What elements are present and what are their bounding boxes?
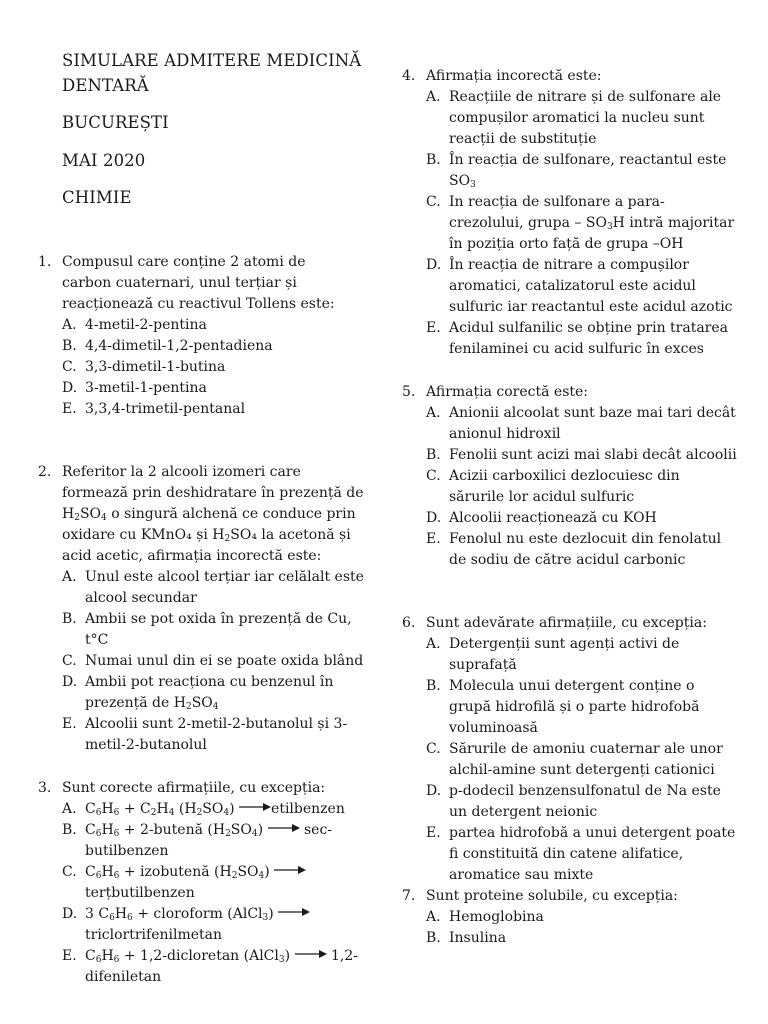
option-text: In reacția de sulfonare a para-crezolului, grupa – $SO_3H$ intră majoritar în poziția orto față de grupa –OH xyxy=(449,194,735,252)
option-text: $C_6H_6$ + 2-butenă $(H_2SO_4)$ sec-butilbenzen xyxy=(85,822,333,859)
question-number: 7. xyxy=(402,888,416,904)
option-a xyxy=(402,907,737,928)
option-a xyxy=(38,567,368,609)
question-2 xyxy=(38,462,368,756)
option-letter: A. xyxy=(62,801,77,817)
option-letter: C. xyxy=(62,653,77,669)
option-letter: E. xyxy=(62,401,77,417)
exam-title-line2: DENTARĂ xyxy=(62,76,149,95)
option-list xyxy=(38,315,348,420)
option-text: În reacția de nitrare a compușilor aromatici, catalizatorul este acidul sulfuric iar reactantul este acidul azotic xyxy=(449,257,733,315)
option-letter: D. xyxy=(62,674,78,690)
question-stem: Compusul care conține 2 atomi de carbon cuaternari, unul terțiar și reacționează cu reactivul Tollens este: xyxy=(62,254,335,312)
option-d xyxy=(402,781,737,823)
option-b xyxy=(38,820,378,862)
option-a xyxy=(402,87,737,150)
option-c xyxy=(402,192,737,255)
exam-title-line1: SIMULARE ADMITERE MEDICINĂ xyxy=(62,51,362,70)
question-stem: Afirmația incorectă este: xyxy=(426,68,602,84)
option-list xyxy=(38,567,368,756)
option-e xyxy=(402,823,737,886)
option-letter: B. xyxy=(426,930,441,946)
option-c xyxy=(38,862,378,904)
option-letter: C. xyxy=(426,741,441,757)
exam-subject: CHIMIE xyxy=(62,188,132,207)
option-text: Fenolii sunt acizi mai slabi decât alcoolii xyxy=(449,447,737,463)
option-letter: D. xyxy=(426,510,442,526)
option-text: Ambii pot reacționa cu benzenul în prezență de $H_2SO_4$ xyxy=(85,674,334,712)
option-e xyxy=(38,946,378,988)
option-letter: A. xyxy=(426,405,441,421)
option-c xyxy=(38,357,348,378)
option-text: Molecula unui detergent conține o grupă hidrofilă și o parte hidrofobă voluminoasă xyxy=(449,678,700,736)
option-b xyxy=(38,609,368,651)
option-letter: B. xyxy=(62,338,77,354)
option-letter: D. xyxy=(62,380,78,396)
option-a xyxy=(402,634,737,676)
option-letter: C. xyxy=(62,359,77,375)
option-text: Unul este alcool terțiar iar celălalt este alcool secundar xyxy=(85,569,364,606)
option-letter: B. xyxy=(62,611,77,627)
option-letter: A. xyxy=(426,636,441,652)
question-number: 2. xyxy=(38,464,52,480)
option-text: Anionii alcoolat sunt baze mai tari decât anionul hidroxil xyxy=(449,405,736,442)
option-letter: C. xyxy=(62,864,77,880)
option-letter: A. xyxy=(62,317,77,333)
question-stem: Sunt corecte afirmațiile, cu excepția: xyxy=(62,780,326,796)
option-letter: E. xyxy=(62,948,77,964)
option-a xyxy=(38,315,348,336)
option-b xyxy=(402,445,737,466)
option-text: $C_6H_6$ + izobutenă $(H_2SO_4)$ terțbutilbenzen xyxy=(85,864,306,901)
right-arrow-icon xyxy=(268,823,300,833)
question-6 xyxy=(402,613,737,886)
option-b xyxy=(402,928,737,949)
option-text: Insulina xyxy=(449,930,507,946)
option-text: 4-metil-2-pentina xyxy=(85,317,207,333)
option-text: $C_6H_6$ + 1,2-dicloretan (AlCl$_3$) 1,2-difeniletan xyxy=(85,948,358,985)
option-letter: A. xyxy=(426,909,441,925)
right-arrow-icon xyxy=(278,907,310,917)
option-d xyxy=(402,508,737,529)
question-number: 1. xyxy=(38,254,52,270)
option-letter: B. xyxy=(62,822,77,838)
question-3 xyxy=(38,778,378,988)
option-c xyxy=(402,466,737,508)
option-letter: B. xyxy=(426,447,441,463)
option-letter: B. xyxy=(426,678,441,694)
option-letter: C. xyxy=(426,194,441,210)
option-list xyxy=(402,907,737,949)
option-letter: D. xyxy=(62,906,78,922)
option-text: p-dodecil benzensulfonatul de Na este un detergent neionic xyxy=(449,783,721,820)
question-stem: Sunt proteine solubile, cu excepția: xyxy=(426,888,678,904)
option-letter: E. xyxy=(426,320,441,336)
option-b xyxy=(402,676,737,739)
option-d xyxy=(402,255,737,318)
option-letter: E. xyxy=(426,531,441,547)
option-text: 3,3-dimetil-1-butina xyxy=(85,359,226,375)
question-stem: Referitor la 2 alcooli izomeri care formează prin deshidratare în prezență de $H_2SO_4$ o singură alchenă ce conduce prin oxidare cu KMnO₄ și $H_2SO_4$ la acetonă și acid acetic, afirmația incorectă este: xyxy=(62,464,364,564)
option-d xyxy=(38,672,368,714)
option-text: Alcoolii reacționează cu KOH xyxy=(449,510,657,526)
option-text: 3 $C_6H_6$ + cloroform (AlCl$_3$) triclortrifenilmetan xyxy=(85,906,310,943)
option-list xyxy=(38,799,378,988)
right-arrow-icon xyxy=(239,802,271,812)
option-list xyxy=(402,634,737,886)
option-text: În reacția de sulfonare, reactantul este $SO_3$ xyxy=(449,152,727,190)
exam-title xyxy=(62,48,361,98)
option-text: Numai unul din ei se poate oxida blând xyxy=(85,653,364,669)
option-text: partea hidrofobă a unui detergent poate fi constituită din catene alifatice, aromatice sau mixte xyxy=(449,825,736,883)
option-c xyxy=(402,739,737,781)
question-stem: Afirmația corectă este: xyxy=(426,384,589,400)
option-b xyxy=(38,336,348,357)
option-text: Acizii carboxilici dezlocuiesc din sărurile lor acidul sulfuric xyxy=(449,468,680,505)
option-text: 3-metil-1-pentina xyxy=(85,380,207,396)
option-text: Ambii se pot oxida în prezență de Cu, t°C xyxy=(85,611,352,648)
option-e xyxy=(38,399,348,420)
option-list xyxy=(402,87,737,360)
option-text: Sărurile de amoniu cuaternar ale unor alchil-amine sunt detergenți cationici xyxy=(449,741,723,778)
question-number: 6. xyxy=(402,615,416,631)
question-number: 4. xyxy=(402,68,416,84)
option-c xyxy=(38,651,368,672)
option-list xyxy=(402,403,737,571)
option-e xyxy=(38,714,368,756)
option-text: Detergenții sunt agenți activi de suprafață xyxy=(449,636,680,673)
option-a xyxy=(402,403,737,445)
question-5 xyxy=(402,382,737,571)
option-b xyxy=(402,150,737,192)
option-letter: E. xyxy=(62,716,77,732)
option-text: $C_6H_6 + C_2H_4$ $(H_2SO_4)$ etilbenzen xyxy=(85,801,345,818)
option-e xyxy=(402,529,737,571)
option-text: Fenolul nu este dezlocuit din fenolatul de sodiu de către acidul carbonic xyxy=(449,531,722,568)
question-4 xyxy=(402,66,737,360)
option-letter: C. xyxy=(426,468,441,484)
right-arrow-icon xyxy=(295,949,327,959)
question-7 xyxy=(402,886,737,949)
option-text: 4,4-dimetil-1,2-pentadiena xyxy=(85,338,273,354)
option-letter: A. xyxy=(426,89,441,105)
option-letter: A. xyxy=(62,569,77,585)
exam-city: BUCUREȘTI xyxy=(62,113,169,132)
right-arrow-icon xyxy=(274,865,306,875)
option-text: 3,3,4-trimetil-pentanal xyxy=(85,401,246,417)
option-e xyxy=(402,318,737,360)
option-text: Acidul sulfanilic se obține prin tratarea fenilaminei cu acid sulfuric în exces xyxy=(449,320,729,357)
question-stem: Sunt adevărate afirmațiile, cu excepția: xyxy=(426,615,707,631)
question-number: 5. xyxy=(402,384,416,400)
question-1 xyxy=(38,252,348,420)
exam-date: MAI 2020 xyxy=(62,151,146,170)
option-letter: D. xyxy=(426,783,442,799)
option-text: Alcoolii sunt 2-metil-2-butanolul și 3-metil-2-butanolul xyxy=(85,716,348,753)
question-number: 3. xyxy=(38,780,52,796)
option-letter: B. xyxy=(426,152,441,168)
option-text: Hemoglobina xyxy=(449,909,544,925)
option-text: Reacțiile de nitrare și de sulfonare ale compușilor aromatici la nucleu sunt reacții de substituție xyxy=(449,89,722,147)
option-a xyxy=(38,799,378,820)
option-d xyxy=(38,378,348,399)
option-letter: E. xyxy=(426,825,441,841)
option-d xyxy=(38,904,378,946)
option-letter: D. xyxy=(426,257,442,273)
